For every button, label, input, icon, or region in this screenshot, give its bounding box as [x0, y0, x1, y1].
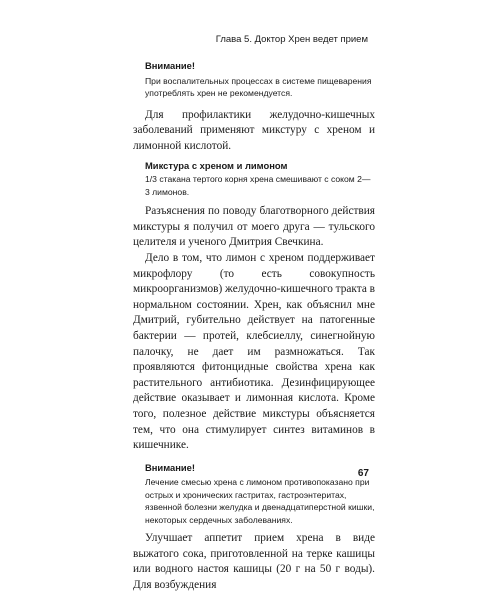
paragraph: Для профилактики желудочно-кишечных заболеваний применяют микстуру с хреном и лимонной кислотой.	[133, 108, 375, 152]
text-column	[133, 60, 375, 594]
page-number: 67	[357, 468, 369, 479]
warning-text: При воспалительных процессах в системе пищеварения употреблять хрен не рекомендуется.	[145, 75, 372, 98]
paragraph: Улучшает аппетит прием хрена в виде выжатого сока, приготовленной на терке кашицы или водного настоя кашицы (20 г на 50 г воды). Для возбуждения	[133, 532, 375, 592]
warning-text: Лечение смесью хрена с лимоном противопоказано при острых и хронических гастритах, гастроэнтеритах, язвенной болезни желудка и двенадцатиперстной кишки, некоторых сердечных заболеваниях.	[145, 477, 375, 525]
recipe-title: Микстура с хреном и лимоном	[145, 160, 288, 172]
warning-title: Внимание!	[145, 461, 195, 473]
recipe-text: 1/3 стакана тертого корня хрена смешивают с соком 2—3 лимонов.	[145, 174, 371, 197]
warning-title: Внимание!	[145, 60, 195, 71]
paragraph: Дело в том, что лимон с хреном поддерживает микрофлору (то есть совокупность микроорганизмов) желудочно-кишечного тракта в нормальном состоянии. Хрен, как объяснил мне Дмитрий, губительно действует на патогенные бактерии — протей, клебсиеллу, синегнойную палочку, не дает им размножаться. Так проявляются фитонцидные свойства хрена как растительного антибиотика. Дезинфицирующее действие оказывает и лимонная кислота. Кроме того, полезное действие микстуры объясняется тем, что она стимулирует синтез витаминов в кишечнике.	[133, 252, 376, 452]
warning-note	[133, 462, 375, 527]
paragraph: Разъяснения по поводу благотворного действия микстуры я получил от моего друга — тульского целителя и ученого Дмитрия Свечкина.	[133, 205, 375, 249]
warning-note	[133, 60, 375, 100]
running-head: Глава 5. Доктор Хрен ведет прием	[215, 34, 368, 45]
